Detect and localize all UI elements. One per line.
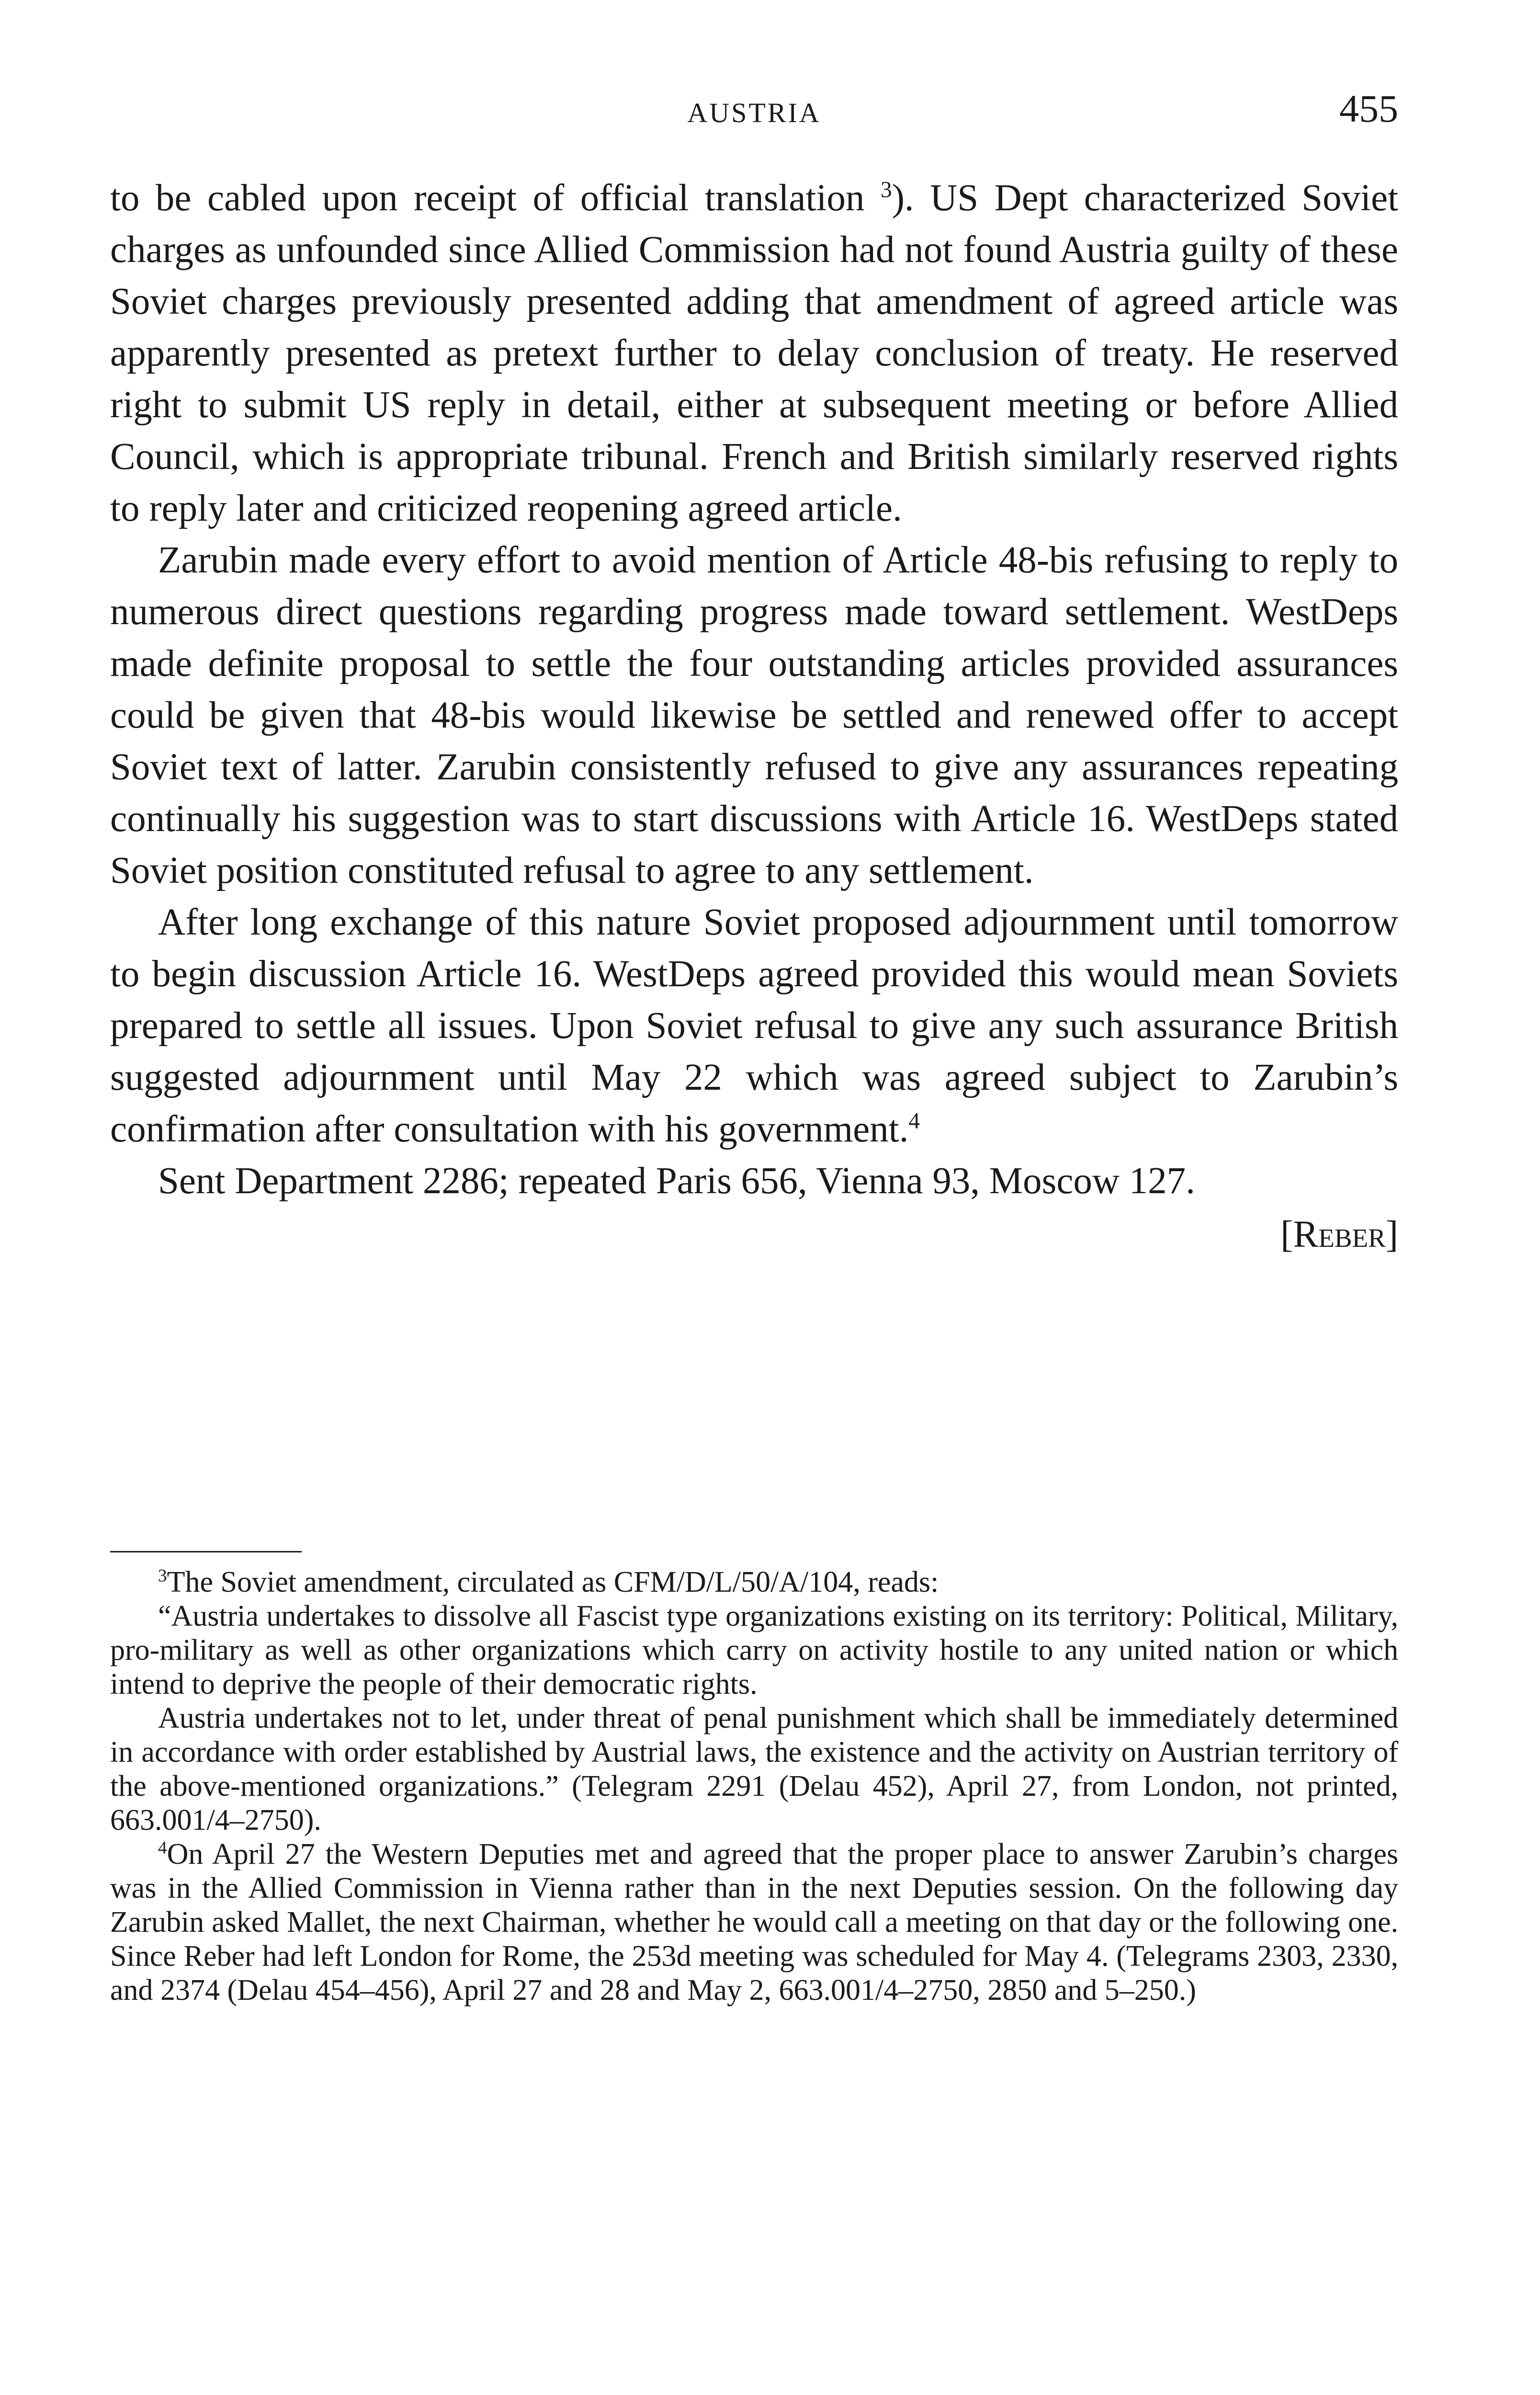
paragraph-1	[110, 172, 1398, 535]
paragraph-1-rest: ). US Dept characterized Soviet charges as unfounded since Allied Commission had not found Austria guilty of these Soviet charges previously presented adding that amendment of agreed article was apparently presented as pretext further to delay conclusion of treaty. He reserved right to submit US reply in detail, either at subsequent meeting or before Allied Council, which is appropriate tribunal. French and British similarly reserved rights to reply later and criticized reopening agreed article.	[110, 177, 1399, 529]
footnotes	[110, 1565, 1398, 2007]
footnote-ref-3: 3	[880, 177, 892, 203]
running-title: AUSTRIA	[687, 97, 821, 128]
paragraph-1-text: to be cabled upon receipt of official translation	[110, 177, 865, 219]
page-header	[110, 86, 1398, 139]
main-text	[110, 172, 1398, 1261]
footnote-3-marker: 3	[158, 1566, 167, 1586]
paragraph-3-text: After long exchange of this nature Soviet proposed adjournment until tomorrow to begin discussion Article 16. WestDeps agreed provided this would mean Soviets prepared to settle all issues. Upon Soviet refusal to give any such assurance British suggested adjournment until May 22 which was agreed subject to Zarubin’s confirmation after consultation with his government.	[110, 901, 1398, 1150]
footnote-4	[110, 1837, 1398, 2007]
footnote-4-text: On April 27 the Western Deputies met and agreed that the proper place to answer Zarubin’s charges was in the Allied Commission in Vienna rather than in the next Deputies session. On the following day Zarubin asked Mallet, the next Chairman, whether he would call a meeting on that day or the following one. Since Reber had left London for Rome, the 253d meeting was scheduled for May 4. (Telegrams 2303, 2330, and 2374 (Delau 454–456), April 27 and 28 and May 2, 663.001/4–2750, 2850 and 5–250.)	[110, 1838, 1398, 2007]
signature: [Reber]	[1280, 1214, 1398, 1255]
footnote-ref-4: 4	[908, 1108, 920, 1134]
page-number: 455	[1339, 87, 1398, 130]
paragraph-4: Sent Department 2286; repeated Paris 656, Vienna 93, Moscow 127.	[158, 1160, 1195, 1202]
footnote-3-quote-1: “Austria undertakes to dissolve all Fascist type organizations existing on its territory: Political, Military, pro-military as well as other organizations which carry on activity hostile to any united nation or which intend to deprive the people of their democratic rights.	[110, 1600, 1398, 1700]
footnote-3-quote-2: Austria undertakes not to let, under threat of penal punishment which shall be immediately determined in accordance with order established by Austrial laws, the existence and the activity on Austrian territory of the above-mentioned organizations.” (Telegram 2291 (Delau 452), April 27, from London, not printed, 663.001/4–2750).	[110, 1702, 1398, 1836]
paragraph-2: Zarubin made every effort to avoid mention of Article 48-bis refusing to reply to numerous direct questions regarding progress made toward settlement. WestDeps made definite proposal to settle the four outstanding articles provided assurances could be given that 48-bis would likewise be settled and renewed offer to accept Soviet text of latter. Zarubin consistently refused to give any assurances repeating continually his suggestion was to start discussions with Article 16. WestDeps stated Soviet position constituted refusal to agree to any settlement.	[110, 539, 1398, 891]
paragraph-3	[110, 897, 1398, 1155]
footnote-3-intro: The Soviet amendment, circulated as CFM/D/L/50/A/104, reads:	[167, 1566, 939, 1598]
footnote-4-marker: 4	[158, 1838, 167, 1858]
footnote-divider	[110, 1551, 302, 1552]
footnote-3	[110, 1565, 1398, 1599]
